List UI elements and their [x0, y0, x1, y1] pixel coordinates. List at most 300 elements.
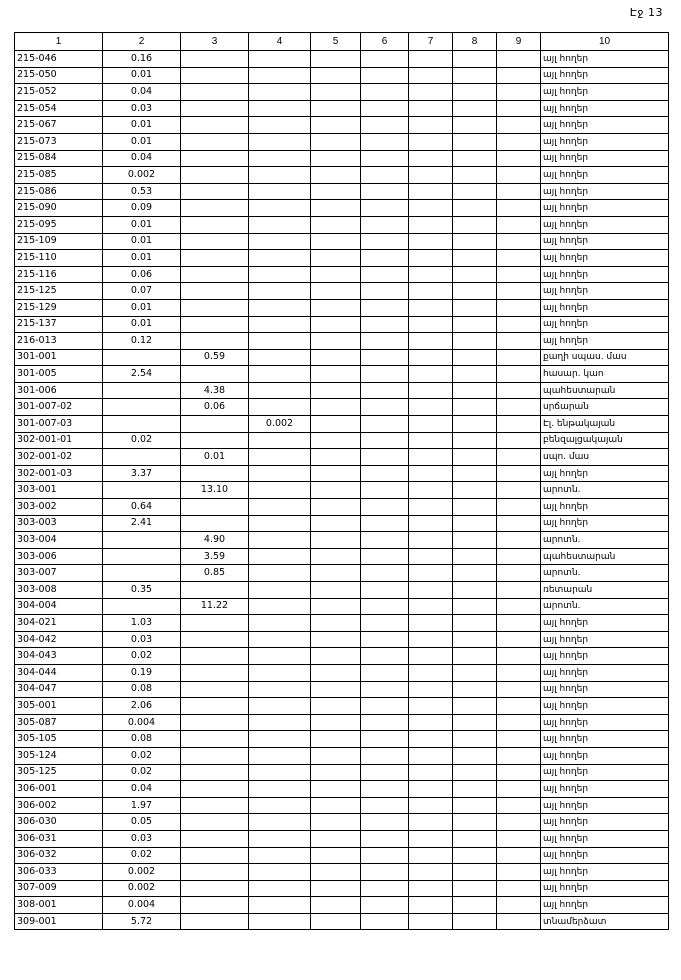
cell-col4 — [249, 250, 311, 267]
cell-col7 — [409, 797, 453, 814]
cell-col6 — [361, 664, 409, 681]
cell-col7 — [409, 67, 453, 84]
table-row — [15, 847, 669, 864]
table-row — [15, 349, 669, 366]
cell-note: այլ հողեր — [541, 664, 669, 681]
cell-col7 — [409, 731, 453, 748]
cell-col3: 0.85 — [181, 565, 249, 582]
cell-col5 — [311, 731, 361, 748]
cell-note: այլ հողեր — [541, 117, 669, 134]
cell-col2: 0.64 — [103, 499, 181, 516]
cell-col6 — [361, 250, 409, 267]
cell-col7 — [409, 648, 453, 665]
table-row — [15, 631, 669, 648]
cell-col4 — [249, 316, 311, 333]
cell-note: այլ հողեր — [541, 67, 669, 84]
cell-col4 — [249, 51, 311, 68]
cell-col7 — [409, 631, 453, 648]
cell-code: 215-110 — [15, 250, 103, 267]
cell-col9 — [497, 67, 541, 84]
cell-col6 — [361, 349, 409, 366]
cell-col2: 0.05 — [103, 814, 181, 831]
cell-note: այլ հողեր — [541, 830, 669, 847]
cell-col4 — [249, 681, 311, 698]
cell-col6 — [361, 167, 409, 184]
cell-col2: 3.37 — [103, 465, 181, 482]
cell-col2: 0.12 — [103, 333, 181, 350]
cell-code: 304-044 — [15, 664, 103, 681]
cell-col3 — [181, 51, 249, 68]
cell-code: 215-046 — [15, 51, 103, 68]
cell-col4 — [249, 515, 311, 532]
cell-col4 — [249, 366, 311, 383]
cell-code: 215-129 — [15, 299, 103, 316]
cell-col8 — [453, 84, 497, 101]
cell-col4 — [249, 830, 311, 847]
cell-col6 — [361, 449, 409, 466]
cell-col4 — [249, 664, 311, 681]
cell-col5 — [311, 598, 361, 615]
cell-col5 — [311, 366, 361, 383]
cell-col7 — [409, 100, 453, 117]
cell-col8 — [453, 664, 497, 681]
cell-col9 — [497, 333, 541, 350]
cell-col6 — [361, 150, 409, 167]
cell-col4 — [249, 283, 311, 300]
cell-col7 — [409, 548, 453, 565]
cell-col9 — [497, 250, 541, 267]
table-row — [15, 864, 669, 881]
cell-col8 — [453, 698, 497, 715]
table-row — [15, 283, 669, 300]
cell-col9 — [497, 399, 541, 416]
cell-col4 — [249, 880, 311, 897]
cell-col6 — [361, 731, 409, 748]
cell-col7 — [409, 764, 453, 781]
cell-col6 — [361, 316, 409, 333]
table-row — [15, 432, 669, 449]
cell-col4 — [249, 150, 311, 167]
cell-col5 — [311, 67, 361, 84]
cell-col9 — [497, 648, 541, 665]
cell-note: այլ հողեր — [541, 764, 669, 781]
cell-col2: 2.06 — [103, 698, 181, 715]
table-row — [15, 548, 669, 565]
cell-code: 302-001-02 — [15, 449, 103, 466]
cell-col8 — [453, 416, 497, 433]
cell-col5 — [311, 200, 361, 217]
cell-code: 302-001-03 — [15, 465, 103, 482]
cell-col3 — [181, 747, 249, 764]
cell-col3 — [181, 648, 249, 665]
cell-col9 — [497, 216, 541, 233]
column-header-7: 7 — [409, 33, 453, 51]
cell-col4 — [249, 913, 311, 930]
cell-col8 — [453, 449, 497, 466]
cell-col6 — [361, 714, 409, 731]
cell-col8 — [453, 747, 497, 764]
cell-col7 — [409, 382, 453, 399]
cell-col6 — [361, 200, 409, 217]
cell-col2: 0.04 — [103, 781, 181, 798]
cell-col9 — [497, 133, 541, 150]
cell-col8 — [453, 781, 497, 798]
table-row — [15, 499, 669, 516]
cell-col5 — [311, 565, 361, 582]
cell-col3 — [181, 781, 249, 798]
cell-col5 — [311, 216, 361, 233]
column-header-4: 4 — [249, 33, 311, 51]
cell-note: այլ հողեր — [541, 233, 669, 250]
table-row — [15, 797, 669, 814]
cell-col5 — [311, 880, 361, 897]
cell-col8 — [453, 333, 497, 350]
cell-col6 — [361, 814, 409, 831]
table-row — [15, 250, 669, 267]
cell-col2 — [103, 449, 181, 466]
cell-col8 — [453, 316, 497, 333]
cell-col5 — [311, 714, 361, 731]
cell-col9 — [497, 781, 541, 798]
cell-col7 — [409, 117, 453, 134]
cell-col9 — [497, 814, 541, 831]
cell-col9 — [497, 449, 541, 466]
cell-col6 — [361, 482, 409, 499]
cell-col4 — [249, 465, 311, 482]
cell-col8 — [453, 731, 497, 748]
cell-col2: 1.03 — [103, 615, 181, 632]
table-row — [15, 615, 669, 632]
cell-col5 — [311, 781, 361, 798]
cell-col9 — [497, 499, 541, 516]
cell-code: 308-001 — [15, 897, 103, 914]
cell-col9 — [497, 515, 541, 532]
table-row — [15, 67, 669, 84]
cell-col3 — [181, 167, 249, 184]
cell-col5 — [311, 764, 361, 781]
cell-note: այլ հողեր — [541, 167, 669, 184]
cell-col7 — [409, 681, 453, 698]
cell-col7 — [409, 698, 453, 715]
cell-col6 — [361, 100, 409, 117]
cell-col3 — [181, 366, 249, 383]
cell-col6 — [361, 781, 409, 798]
cell-col2 — [103, 399, 181, 416]
cell-col3 — [181, 631, 249, 648]
cell-col7 — [409, 565, 453, 582]
cell-col4 — [249, 847, 311, 864]
cell-col2: 0.03 — [103, 100, 181, 117]
cell-col5 — [311, 897, 361, 914]
cell-col8 — [453, 366, 497, 383]
cell-col4: 0.002 — [249, 416, 311, 433]
cell-note: այլ հողեր — [541, 299, 669, 316]
cell-col3 — [181, 582, 249, 599]
cell-col2: 5.72 — [103, 913, 181, 930]
column-header-5: 5 — [311, 33, 361, 51]
cell-col4 — [249, 864, 311, 881]
cell-col5 — [311, 333, 361, 350]
cell-col9 — [497, 764, 541, 781]
cell-note: այլ հողեր — [541, 781, 669, 798]
cell-col4 — [249, 747, 311, 764]
cell-col9 — [497, 714, 541, 731]
cell-col9 — [497, 465, 541, 482]
cell-col6 — [361, 333, 409, 350]
cell-col7 — [409, 747, 453, 764]
cell-col2 — [103, 382, 181, 399]
cell-col2: 0.02 — [103, 764, 181, 781]
cell-col7 — [409, 814, 453, 831]
cell-col7 — [409, 399, 453, 416]
cell-col5 — [311, 747, 361, 764]
cell-col2 — [103, 598, 181, 615]
cell-col2: 0.53 — [103, 183, 181, 200]
cell-col5 — [311, 316, 361, 333]
cell-note: Էլ. ենթակայան — [541, 416, 669, 433]
cell-col9 — [497, 565, 541, 582]
cell-col3 — [181, 333, 249, 350]
cell-col7 — [409, 664, 453, 681]
cell-col9 — [497, 747, 541, 764]
cell-col8 — [453, 167, 497, 184]
cell-col3 — [181, 681, 249, 698]
cell-col4 — [249, 648, 311, 665]
cell-col5 — [311, 499, 361, 516]
cell-col4 — [249, 233, 311, 250]
cell-col5 — [311, 681, 361, 698]
cell-col7 — [409, 582, 453, 599]
cell-col2: 0.004 — [103, 897, 181, 914]
cell-col6 — [361, 183, 409, 200]
cell-col6 — [361, 615, 409, 632]
cell-col9 — [497, 664, 541, 681]
cell-col7 — [409, 515, 453, 532]
cell-col4 — [249, 897, 311, 914]
cell-col7 — [409, 366, 453, 383]
cell-col3: 4.90 — [181, 532, 249, 549]
cell-note: այլ հողեր — [541, 631, 669, 648]
cell-col9 — [497, 366, 541, 383]
cell-col7 — [409, 864, 453, 881]
cell-col7 — [409, 200, 453, 217]
cell-note: այլ հողեր — [541, 515, 669, 532]
cell-col3: 13.10 — [181, 482, 249, 499]
cell-col3 — [181, 847, 249, 864]
table-row — [15, 747, 669, 764]
cell-col5 — [311, 913, 361, 930]
cell-col4 — [249, 449, 311, 466]
table-row — [15, 51, 669, 68]
table-row — [15, 299, 669, 316]
cell-col5 — [311, 648, 361, 665]
cell-code: 303-006 — [15, 548, 103, 565]
cell-note: այլ հողեր — [541, 183, 669, 200]
cell-col6 — [361, 548, 409, 565]
cell-col7 — [409, 167, 453, 184]
cell-col7 — [409, 233, 453, 250]
table-row — [15, 698, 669, 715]
cell-col6 — [361, 84, 409, 101]
cell-col8 — [453, 250, 497, 267]
cell-col5 — [311, 100, 361, 117]
cell-col8 — [453, 183, 497, 200]
cell-col4 — [249, 117, 311, 134]
cell-code: 304-004 — [15, 598, 103, 615]
cell-col8 — [453, 67, 497, 84]
cell-col6 — [361, 233, 409, 250]
cell-note: այլ հողեր — [541, 814, 669, 831]
cell-col8 — [453, 100, 497, 117]
cell-col3 — [181, 117, 249, 134]
cell-col4 — [249, 67, 311, 84]
cell-col4 — [249, 482, 311, 499]
cell-col3 — [181, 150, 249, 167]
cell-col6 — [361, 117, 409, 134]
cell-note: արոտն. — [541, 565, 669, 582]
cell-col9 — [497, 847, 541, 864]
cell-col6 — [361, 283, 409, 300]
cell-col9 — [497, 100, 541, 117]
cell-code: 215-095 — [15, 216, 103, 233]
table-row — [15, 200, 669, 217]
table-row — [15, 582, 669, 599]
cell-note: ռետարան — [541, 582, 669, 599]
cell-col7 — [409, 216, 453, 233]
cell-col3 — [181, 432, 249, 449]
cell-col4 — [249, 216, 311, 233]
cell-col8 — [453, 615, 497, 632]
cell-col6 — [361, 67, 409, 84]
cell-col5 — [311, 465, 361, 482]
cell-col5 — [311, 133, 361, 150]
cell-col9 — [497, 299, 541, 316]
cell-note: արոտն. — [541, 532, 669, 549]
cell-col7 — [409, 84, 453, 101]
cell-code: 305-001 — [15, 698, 103, 715]
cell-note: այլ հողեր — [541, 731, 669, 748]
table-row — [15, 216, 669, 233]
cell-code: 215-054 — [15, 100, 103, 117]
cell-code: 303-007 — [15, 565, 103, 582]
cell-col3 — [181, 499, 249, 516]
column-header-3: 3 — [181, 33, 249, 51]
cell-col9 — [497, 897, 541, 914]
cell-note: այլ հողեր — [541, 316, 669, 333]
cell-col8 — [453, 200, 497, 217]
cell-note: այլ հողեր — [541, 200, 669, 217]
cell-col7 — [409, 532, 453, 549]
cell-col7 — [409, 598, 453, 615]
cell-col2: 0.01 — [103, 233, 181, 250]
table-row — [15, 117, 669, 134]
table-row — [15, 133, 669, 150]
cell-col8 — [453, 681, 497, 698]
cell-col6 — [361, 847, 409, 864]
cell-col9 — [497, 382, 541, 399]
cell-col8 — [453, 382, 497, 399]
cell-col6 — [361, 764, 409, 781]
cell-col9 — [497, 117, 541, 134]
cell-col7 — [409, 913, 453, 930]
cell-col8 — [453, 150, 497, 167]
table-row — [15, 814, 669, 831]
cell-col2 — [103, 349, 181, 366]
cell-code: 215-137 — [15, 316, 103, 333]
cell-col2 — [103, 482, 181, 499]
cell-col3: 4.38 — [181, 382, 249, 399]
cell-col9 — [497, 631, 541, 648]
cell-col2: 0.02 — [103, 648, 181, 665]
cell-col7 — [409, 283, 453, 300]
table-row — [15, 565, 669, 582]
cell-col2 — [103, 532, 181, 549]
cell-col5 — [311, 615, 361, 632]
cell-col3 — [181, 615, 249, 632]
cell-col6 — [361, 747, 409, 764]
cell-col3: 11.22 — [181, 598, 249, 615]
cell-code: 301-006 — [15, 382, 103, 399]
cell-note: այլ հողեր — [541, 150, 669, 167]
cell-col8 — [453, 117, 497, 134]
cell-col3 — [181, 515, 249, 532]
cell-col3 — [181, 797, 249, 814]
cell-code: 306-033 — [15, 864, 103, 881]
land-registry-table-container — [14, 32, 668, 930]
table-row — [15, 100, 669, 117]
cell-col4 — [249, 532, 311, 549]
cell-code: 215-125 — [15, 283, 103, 300]
cell-col2: 0.01 — [103, 216, 181, 233]
cell-code: 215-084 — [15, 150, 103, 167]
cell-col6 — [361, 648, 409, 665]
cell-col8 — [453, 349, 497, 366]
cell-code: 215-052 — [15, 84, 103, 101]
cell-col9 — [497, 349, 541, 366]
cell-col4 — [249, 582, 311, 599]
cell-code: 215-090 — [15, 200, 103, 217]
cell-code: 301-007-03 — [15, 416, 103, 433]
cell-col6 — [361, 299, 409, 316]
cell-col3 — [181, 283, 249, 300]
cell-col3 — [181, 233, 249, 250]
cell-col7 — [409, 133, 453, 150]
cell-col2: 2.41 — [103, 515, 181, 532]
cell-col2 — [103, 565, 181, 582]
table-row — [15, 449, 669, 466]
cell-col5 — [311, 233, 361, 250]
cell-col9 — [497, 432, 541, 449]
table-row — [15, 714, 669, 731]
table-row — [15, 233, 669, 250]
cell-note: այլ հողեր — [541, 465, 669, 482]
cell-col3 — [181, 764, 249, 781]
cell-code: 215-086 — [15, 183, 103, 200]
table-header-row — [15, 33, 669, 51]
table-row — [15, 266, 669, 283]
cell-col9 — [497, 880, 541, 897]
cell-col7 — [409, 615, 453, 632]
cell-code: 305-125 — [15, 764, 103, 781]
cell-col2: 0.03 — [103, 631, 181, 648]
cell-col2: 0.01 — [103, 316, 181, 333]
cell-col5 — [311, 167, 361, 184]
table-row — [15, 880, 669, 897]
cell-col9 — [497, 51, 541, 68]
cell-code: 305-105 — [15, 731, 103, 748]
cell-code: 304-042 — [15, 631, 103, 648]
cell-col4 — [249, 814, 311, 831]
